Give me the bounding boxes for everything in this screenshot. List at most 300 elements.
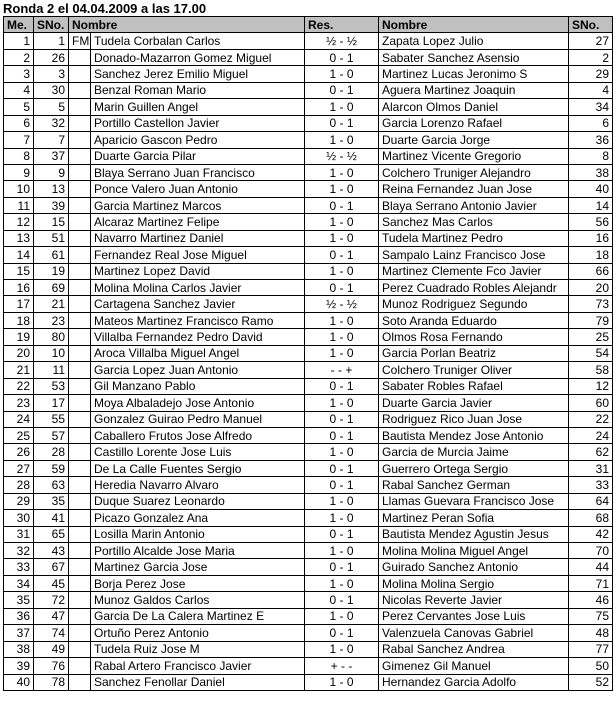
table-row [4, 329, 613, 345]
board-number: 3 [4, 66, 34, 82]
white-player-name: Navarro Martinez Daniel [91, 230, 305, 246]
table-row [4, 674, 613, 690]
board-number: 14 [4, 247, 34, 263]
white-player-name: Villalba Fernandez Pedro David [91, 329, 305, 345]
game-result: 1 - 0 [305, 510, 379, 526]
game-result: 1 - 0 [305, 608, 379, 624]
board-number: 32 [4, 543, 34, 559]
white-player-name: Martinez Garcia Jose [91, 559, 305, 575]
black-start-number: 40 [569, 181, 613, 197]
black-start-number: 42 [569, 526, 613, 542]
game-result: 1 - 0 [305, 164, 379, 180]
white-title [69, 658, 91, 674]
white-title [69, 526, 91, 542]
black-start-number: 46 [569, 592, 613, 608]
white-title [69, 395, 91, 411]
table-row [4, 132, 613, 148]
table-row [4, 49, 613, 65]
board-number: 15 [4, 263, 34, 279]
black-player-name: Tudela Martinez Pedro [379, 230, 569, 246]
white-start-number: 5 [34, 99, 69, 115]
white-player-name: Munoz Galdos Carlos [91, 592, 305, 608]
white-player-name: Caballero Frutos Jose Alfredo [91, 427, 305, 443]
table-row [4, 510, 613, 526]
white-title [69, 510, 91, 526]
black-player-name: Sampalo Lainz Francisco Jose [379, 247, 569, 263]
white-title [69, 641, 91, 657]
game-result: 0 - 1 [305, 477, 379, 493]
black-start-number: 24 [569, 427, 613, 443]
table-row [4, 411, 613, 427]
game-result: 1 - 0 [305, 66, 379, 82]
white-player-name: Garcia Lopez Juan Antonio [91, 362, 305, 378]
table-row [4, 296, 613, 312]
white-start-number: 9 [34, 164, 69, 180]
white-title [69, 280, 91, 296]
game-result: 0 - 1 [305, 625, 379, 641]
game-result: 0 - 1 [305, 378, 379, 394]
table-row [4, 625, 613, 641]
white-start-number: 47 [34, 608, 69, 624]
board-number: 22 [4, 378, 34, 394]
white-title [69, 493, 91, 509]
game-result: 1 - 0 [305, 641, 379, 657]
black-player-name: Martinez Clemente Fco Javier [379, 263, 569, 279]
white-player-name: Molina Molina Carlos Javier [91, 280, 305, 296]
black-player-name: Perez Cervantes Jose Luis [379, 608, 569, 624]
table-row [4, 641, 613, 657]
board-number: 26 [4, 444, 34, 460]
table-row [4, 115, 613, 131]
white-start-number: 53 [34, 378, 69, 394]
table-row [4, 164, 613, 180]
white-player-name: Losilla Marin Antonio [91, 526, 305, 542]
header-board: Me. [4, 17, 34, 33]
game-result: 1 - 0 [305, 181, 379, 197]
black-player-name: Guirado Sanchez Antonio [379, 559, 569, 575]
table-row [4, 263, 613, 279]
white-player-name: Ortuño Perez Antonio [91, 625, 305, 641]
black-player-name: Martinez Lucas Jeronimo S [379, 66, 569, 82]
white-title [69, 230, 91, 246]
white-title [69, 559, 91, 575]
game-result: 0 - 1 [305, 115, 379, 131]
black-player-name: Munoz Rodriguez Segundo [379, 296, 569, 312]
table-row [4, 427, 613, 443]
board-number: 29 [4, 493, 34, 509]
header-row [4, 17, 613, 33]
white-player-name: Rabal Artero Francisco Javier [91, 658, 305, 674]
header-result: Res. [305, 17, 379, 33]
white-title [69, 247, 91, 263]
black-player-name: Llamas Guevara Francisco Jose [379, 493, 569, 509]
white-title [69, 378, 91, 394]
white-title [69, 575, 91, 591]
game-result: 1 - 0 [305, 263, 379, 279]
black-player-name: Nicolas Reverte Javier [379, 592, 569, 608]
black-player-name: Rodriguez Rico Juan Jose [379, 411, 569, 427]
white-title [69, 543, 91, 559]
white-player-name: Cartagena Sanchez Javier [91, 296, 305, 312]
table-row [4, 280, 613, 296]
black-start-number: 2 [569, 49, 613, 65]
black-start-number: 68 [569, 510, 613, 526]
black-start-number: 50 [569, 658, 613, 674]
white-start-number: 39 [34, 197, 69, 213]
board-number: 4 [4, 82, 34, 98]
game-result: 1 - 0 [305, 674, 379, 690]
table-row [4, 181, 613, 197]
game-result: 0 - 1 [305, 427, 379, 443]
white-start-number: 35 [34, 493, 69, 509]
white-player-name: Garcia Martinez Marcos [91, 197, 305, 213]
table-row [4, 214, 613, 230]
game-result: 1 - 0 [305, 329, 379, 345]
board-number: 30 [4, 510, 34, 526]
table-row [4, 66, 613, 82]
table-row [4, 460, 613, 476]
white-player-name: Mateos Martinez Francisco Ramo [91, 312, 305, 328]
black-start-number: 54 [569, 345, 613, 361]
white-start-number: 10 [34, 345, 69, 361]
black-player-name: Duarte Garcia Jorge [379, 132, 569, 148]
game-result: 0 - 1 [305, 592, 379, 608]
white-title [69, 181, 91, 197]
board-number: 2 [4, 49, 34, 65]
white-start-number: 57 [34, 427, 69, 443]
white-title [69, 460, 91, 476]
table-row [4, 230, 613, 246]
black-player-name: Rabal Sanchez German [379, 477, 569, 493]
board-number: 12 [4, 214, 34, 230]
game-result: 0 - 1 [305, 280, 379, 296]
game-result: 1 - 0 [305, 214, 379, 230]
black-start-number: 34 [569, 99, 613, 115]
white-start-number: 49 [34, 641, 69, 657]
game-result: 0 - 1 [305, 82, 379, 98]
white-title [69, 444, 91, 460]
game-result: 0 - 1 [305, 460, 379, 476]
black-start-number: 56 [569, 214, 613, 230]
white-player-name: Sanchez Jerez Emilio Miguel [91, 66, 305, 82]
black-start-number: 20 [569, 280, 613, 296]
black-start-number: 38 [569, 164, 613, 180]
white-start-number: 55 [34, 411, 69, 427]
black-start-number: 44 [569, 559, 613, 575]
white-start-number: 26 [34, 49, 69, 65]
table-row [4, 148, 613, 164]
white-title [69, 411, 91, 427]
board-number: 23 [4, 395, 34, 411]
board-number: 9 [4, 164, 34, 180]
white-start-number: 80 [34, 329, 69, 345]
black-start-number: 33 [569, 477, 613, 493]
game-result: 0 - 1 [305, 197, 379, 213]
game-result: 1 - 0 [305, 395, 379, 411]
white-title [69, 427, 91, 443]
header-start-number: SNo. [34, 17, 69, 33]
black-player-name: Molina Molina Miguel Angel [379, 543, 569, 559]
pairings-body [4, 33, 613, 691]
white-player-name: Aparicio Gascon Pedro [91, 132, 305, 148]
white-start-number: 78 [34, 674, 69, 690]
white-title [69, 263, 91, 279]
white-player-name: Picazo Gonzalez Ana [91, 510, 305, 526]
white-start-number: 15 [34, 214, 69, 230]
black-player-name: Rabal Sanchez Andrea [379, 641, 569, 657]
board-number: 35 [4, 592, 34, 608]
white-start-number: 28 [34, 444, 69, 460]
white-player-name: De La Calle Fuentes Sergio [91, 460, 305, 476]
white-start-number: 32 [34, 115, 69, 131]
black-start-number: 48 [569, 625, 613, 641]
black-start-number: 29 [569, 66, 613, 82]
white-title [69, 132, 91, 148]
black-start-number: 14 [569, 197, 613, 213]
game-result: + - - [305, 658, 379, 674]
table-row [4, 543, 613, 559]
white-player-name: Tudela Corbalan Carlos [91, 33, 305, 49]
white-title [69, 329, 91, 345]
white-player-name: Martinez Lopez David [91, 263, 305, 279]
white-player-name: Benzal Roman Mario [91, 82, 305, 98]
white-player-name: Tudela Ruiz Jose M [91, 641, 305, 657]
table-row [4, 312, 613, 328]
game-result: 1 - 0 [305, 312, 379, 328]
white-title [69, 362, 91, 378]
game-result: 0 - 1 [305, 411, 379, 427]
black-start-number: 4 [569, 82, 613, 98]
black-start-number: 62 [569, 444, 613, 460]
board-number: 17 [4, 296, 34, 312]
white-player-name: Moya Albaladejo Jose Antonio [91, 395, 305, 411]
page-title: Ronda 2 el 04.04.2009 a las 17.00 [3, 1, 207, 16]
black-player-name: Bautista Mendez Agustin Jesus [379, 526, 569, 542]
white-start-number: 61 [34, 247, 69, 263]
table-row [4, 444, 613, 460]
white-title [69, 345, 91, 361]
white-title [69, 49, 91, 65]
white-player-name: Fernandez Real Jose Miguel [91, 247, 305, 263]
board-number: 27 [4, 460, 34, 476]
black-player-name: Sanchez Mas Carlos [379, 214, 569, 230]
black-start-number: 66 [569, 263, 613, 279]
board-number: 6 [4, 115, 34, 131]
white-start-number: 51 [34, 230, 69, 246]
black-player-name: Zapata Lopez Julio [379, 33, 569, 49]
white-start-number: 45 [34, 575, 69, 591]
white-start-number: 63 [34, 477, 69, 493]
table-row [4, 575, 613, 591]
table-row [4, 493, 613, 509]
board-number: 18 [4, 312, 34, 328]
table-row [4, 99, 613, 115]
game-result: 1 - 0 [305, 575, 379, 591]
white-player-name: Marin Guillen Angel [91, 99, 305, 115]
board-number: 21 [4, 362, 34, 378]
black-player-name: Garcia Lorenzo Rafael [379, 115, 569, 131]
table-row [4, 559, 613, 575]
header-black-name: Nombre [379, 17, 569, 33]
game-result: 1 - 0 [305, 345, 379, 361]
black-player-name: Guerrero Ortega Sergio [379, 460, 569, 476]
white-player-name: Castillo Lorente Jose Luis [91, 444, 305, 460]
table-row [4, 608, 613, 624]
black-start-number: 16 [569, 230, 613, 246]
board-number: 40 [4, 674, 34, 690]
white-title [69, 625, 91, 641]
white-start-number: 74 [34, 625, 69, 641]
board-number: 34 [4, 575, 34, 591]
white-player-name: Garcia De La Calera Martinez E [91, 608, 305, 624]
game-result: 1 - 0 [305, 543, 379, 559]
white-title [69, 115, 91, 131]
game-result: ½ - ½ [305, 33, 379, 49]
white-player-name: Gonzalez Guirao Pedro Manuel [91, 411, 305, 427]
black-start-number: 22 [569, 411, 613, 427]
white-title [69, 592, 91, 608]
white-title [69, 674, 91, 690]
board-number: 19 [4, 329, 34, 345]
white-player-name: Duque Suarez Leonardo [91, 493, 305, 509]
black-player-name: Garcia de Murcia Jaime [379, 444, 569, 460]
white-player-name: Sanchez Fenollar Daniel [91, 674, 305, 690]
black-start-number: 18 [569, 247, 613, 263]
black-player-name: Duarte Garcia Javier [379, 395, 569, 411]
white-title [69, 214, 91, 230]
black-player-name: Sabater Robles Rafael [379, 378, 569, 394]
game-result: 1 - 0 [305, 132, 379, 148]
table-row [4, 33, 613, 49]
black-player-name: Martinez Vicente Gregorio [379, 148, 569, 164]
white-player-name: Ponce Valero Juan Antonio [91, 181, 305, 197]
table-row [4, 197, 613, 213]
white-start-number: 30 [34, 82, 69, 98]
white-start-number: 3 [34, 66, 69, 82]
black-player-name: Sabater Sanchez Asensio [379, 49, 569, 65]
white-start-number: 23 [34, 312, 69, 328]
black-player-name: Gimenez Gil Manuel [379, 658, 569, 674]
game-result: ½ - ½ [305, 148, 379, 164]
black-player-name: Molina Molina Sergio [379, 575, 569, 591]
white-start-number: 69 [34, 280, 69, 296]
black-player-name: Hernandez Garcia Adolfo [379, 674, 569, 690]
white-player-name: Aroca Villalba Miguel Angel [91, 345, 305, 361]
board-number: 10 [4, 181, 34, 197]
black-player-name: Blaya Serrano Antonio Javier [379, 197, 569, 213]
black-start-number: 12 [569, 378, 613, 394]
white-start-number: 67 [34, 559, 69, 575]
table-row [4, 477, 613, 493]
white-player-name: Donado-Mazarron Gomez Miguel [91, 49, 305, 65]
board-number: 7 [4, 132, 34, 148]
white-start-number: 7 [34, 132, 69, 148]
black-player-name: Garcia Porlan Beatriz [379, 345, 569, 361]
table-row [4, 247, 613, 263]
table-row [4, 592, 613, 608]
white-title: FM [69, 33, 91, 49]
table-row [4, 378, 613, 394]
board-number: 25 [4, 427, 34, 443]
board-number: 13 [4, 230, 34, 246]
white-start-number: 21 [34, 296, 69, 312]
white-start-number: 1 [34, 33, 69, 49]
black-player-name: Valenzuela Canovas Gabriel [379, 625, 569, 641]
game-result: 1 - 0 [305, 99, 379, 115]
game-result: 0 - 1 [305, 247, 379, 263]
black-start-number: 79 [569, 312, 613, 328]
table-row [4, 345, 613, 361]
game-result: 1 - 0 [305, 493, 379, 509]
black-start-number: 64 [569, 493, 613, 509]
white-start-number: 76 [34, 658, 69, 674]
board-number: 31 [4, 526, 34, 542]
white-player-name: Blaya Serrano Juan Francisco [91, 164, 305, 180]
white-title [69, 164, 91, 180]
white-start-number: 43 [34, 543, 69, 559]
board-number: 37 [4, 625, 34, 641]
black-start-number: 27 [569, 33, 613, 49]
white-player-name: Duarte Garcia Pilar [91, 148, 305, 164]
board-number: 20 [4, 345, 34, 361]
black-player-name: Colchero Truniger Alejandro [379, 164, 569, 180]
white-start-number: 13 [34, 181, 69, 197]
table-row [4, 526, 613, 542]
table-row [4, 362, 613, 378]
white-title [69, 477, 91, 493]
board-number: 24 [4, 411, 34, 427]
game-result: 1 - 0 [305, 444, 379, 460]
white-start-number: 19 [34, 263, 69, 279]
white-player-name: Alcaraz Martinez Felipe [91, 214, 305, 230]
black-start-number: 77 [569, 641, 613, 657]
pairings-table [3, 16, 613, 691]
white-title [69, 312, 91, 328]
black-start-number: 75 [569, 608, 613, 624]
black-start-number: 36 [569, 132, 613, 148]
white-player-name: Gil Manzano Pablo [91, 378, 305, 394]
board-number: 1 [4, 33, 34, 49]
white-player-name: Portillo Alcalde Jose Maria [91, 543, 305, 559]
table-row [4, 395, 613, 411]
white-title [69, 99, 91, 115]
board-number: 38 [4, 641, 34, 657]
black-start-number: 31 [569, 460, 613, 476]
black-start-number: 25 [569, 329, 613, 345]
white-title [69, 608, 91, 624]
table-row [4, 658, 613, 674]
white-player-name: Borja Perez Jose [91, 575, 305, 591]
white-start-number: 41 [34, 510, 69, 526]
header-white-name: Nombre [69, 17, 305, 33]
black-start-number: 71 [569, 575, 613, 591]
black-player-name: Colchero Truniger Oliver [379, 362, 569, 378]
white-start-number: 37 [34, 148, 69, 164]
game-result: 0 - 1 [305, 559, 379, 575]
white-title [69, 296, 91, 312]
header-black-start-number: SNo. [569, 17, 613, 33]
black-player-name: Martinez Peran Sofia [379, 510, 569, 526]
black-start-number: 73 [569, 296, 613, 312]
white-title [69, 148, 91, 164]
black-player-name: Bautista Mendez Jose Antonio [379, 427, 569, 443]
table-row [4, 82, 613, 98]
black-start-number: 58 [569, 362, 613, 378]
game-result: - - + [305, 362, 379, 378]
board-number: 8 [4, 148, 34, 164]
black-player-name: Aguera Martinez Joaquin [379, 82, 569, 98]
board-number: 16 [4, 280, 34, 296]
